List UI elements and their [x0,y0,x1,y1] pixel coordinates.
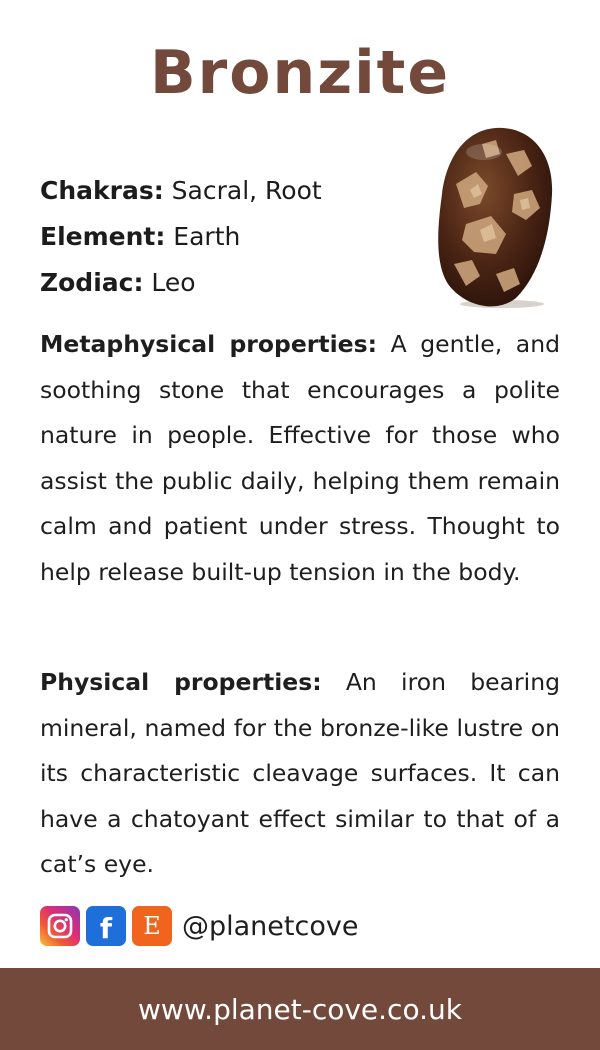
bronzite-stone-image [436,124,556,308]
fact-value: Leo [143,268,196,297]
fact-zodiac [40,260,322,306]
fact-value: Sacral, Root [163,176,322,205]
social-handle[interactable]: @planetcove [182,910,359,942]
footer-bar [0,968,600,1050]
fact-label: Element: [40,222,166,251]
fact-value: Earth [165,222,241,251]
physical-properties [40,660,560,888]
social-links [40,906,358,946]
instagram-icon[interactable] [40,906,80,946]
stone-facts [40,168,322,306]
etsy-icon[interactable]: E [132,906,172,946]
physical-label: Physical properties: [40,668,322,696]
fact-label: Zodiac: [40,268,144,297]
metaphysical-label: Metaphysical properties: [40,330,377,358]
metaphysical-text: A gentle, and soothing stone that encourages a polite nature in people. Effective for those who assist the public daily, helping them remain calm and patient under stress. Thought to help release built-up tension in the body. [40,330,561,586]
website-link[interactable]: www.planet-cove.co.uk [138,992,462,1026]
page-title: Bronzite [149,38,451,108]
metaphysical-properties [40,322,560,595]
facebook-icon[interactable]: f [86,906,126,946]
fact-label: Chakras: [40,176,164,205]
fact-chakras [40,168,322,214]
physical-text: An iron bearing mineral, named for the bronze-like lustre on its characteristic cleavage surfaces. It can have a chatoyant effect similar to that of a cat’s eye. [40,668,561,878]
fact-element [40,214,322,260]
